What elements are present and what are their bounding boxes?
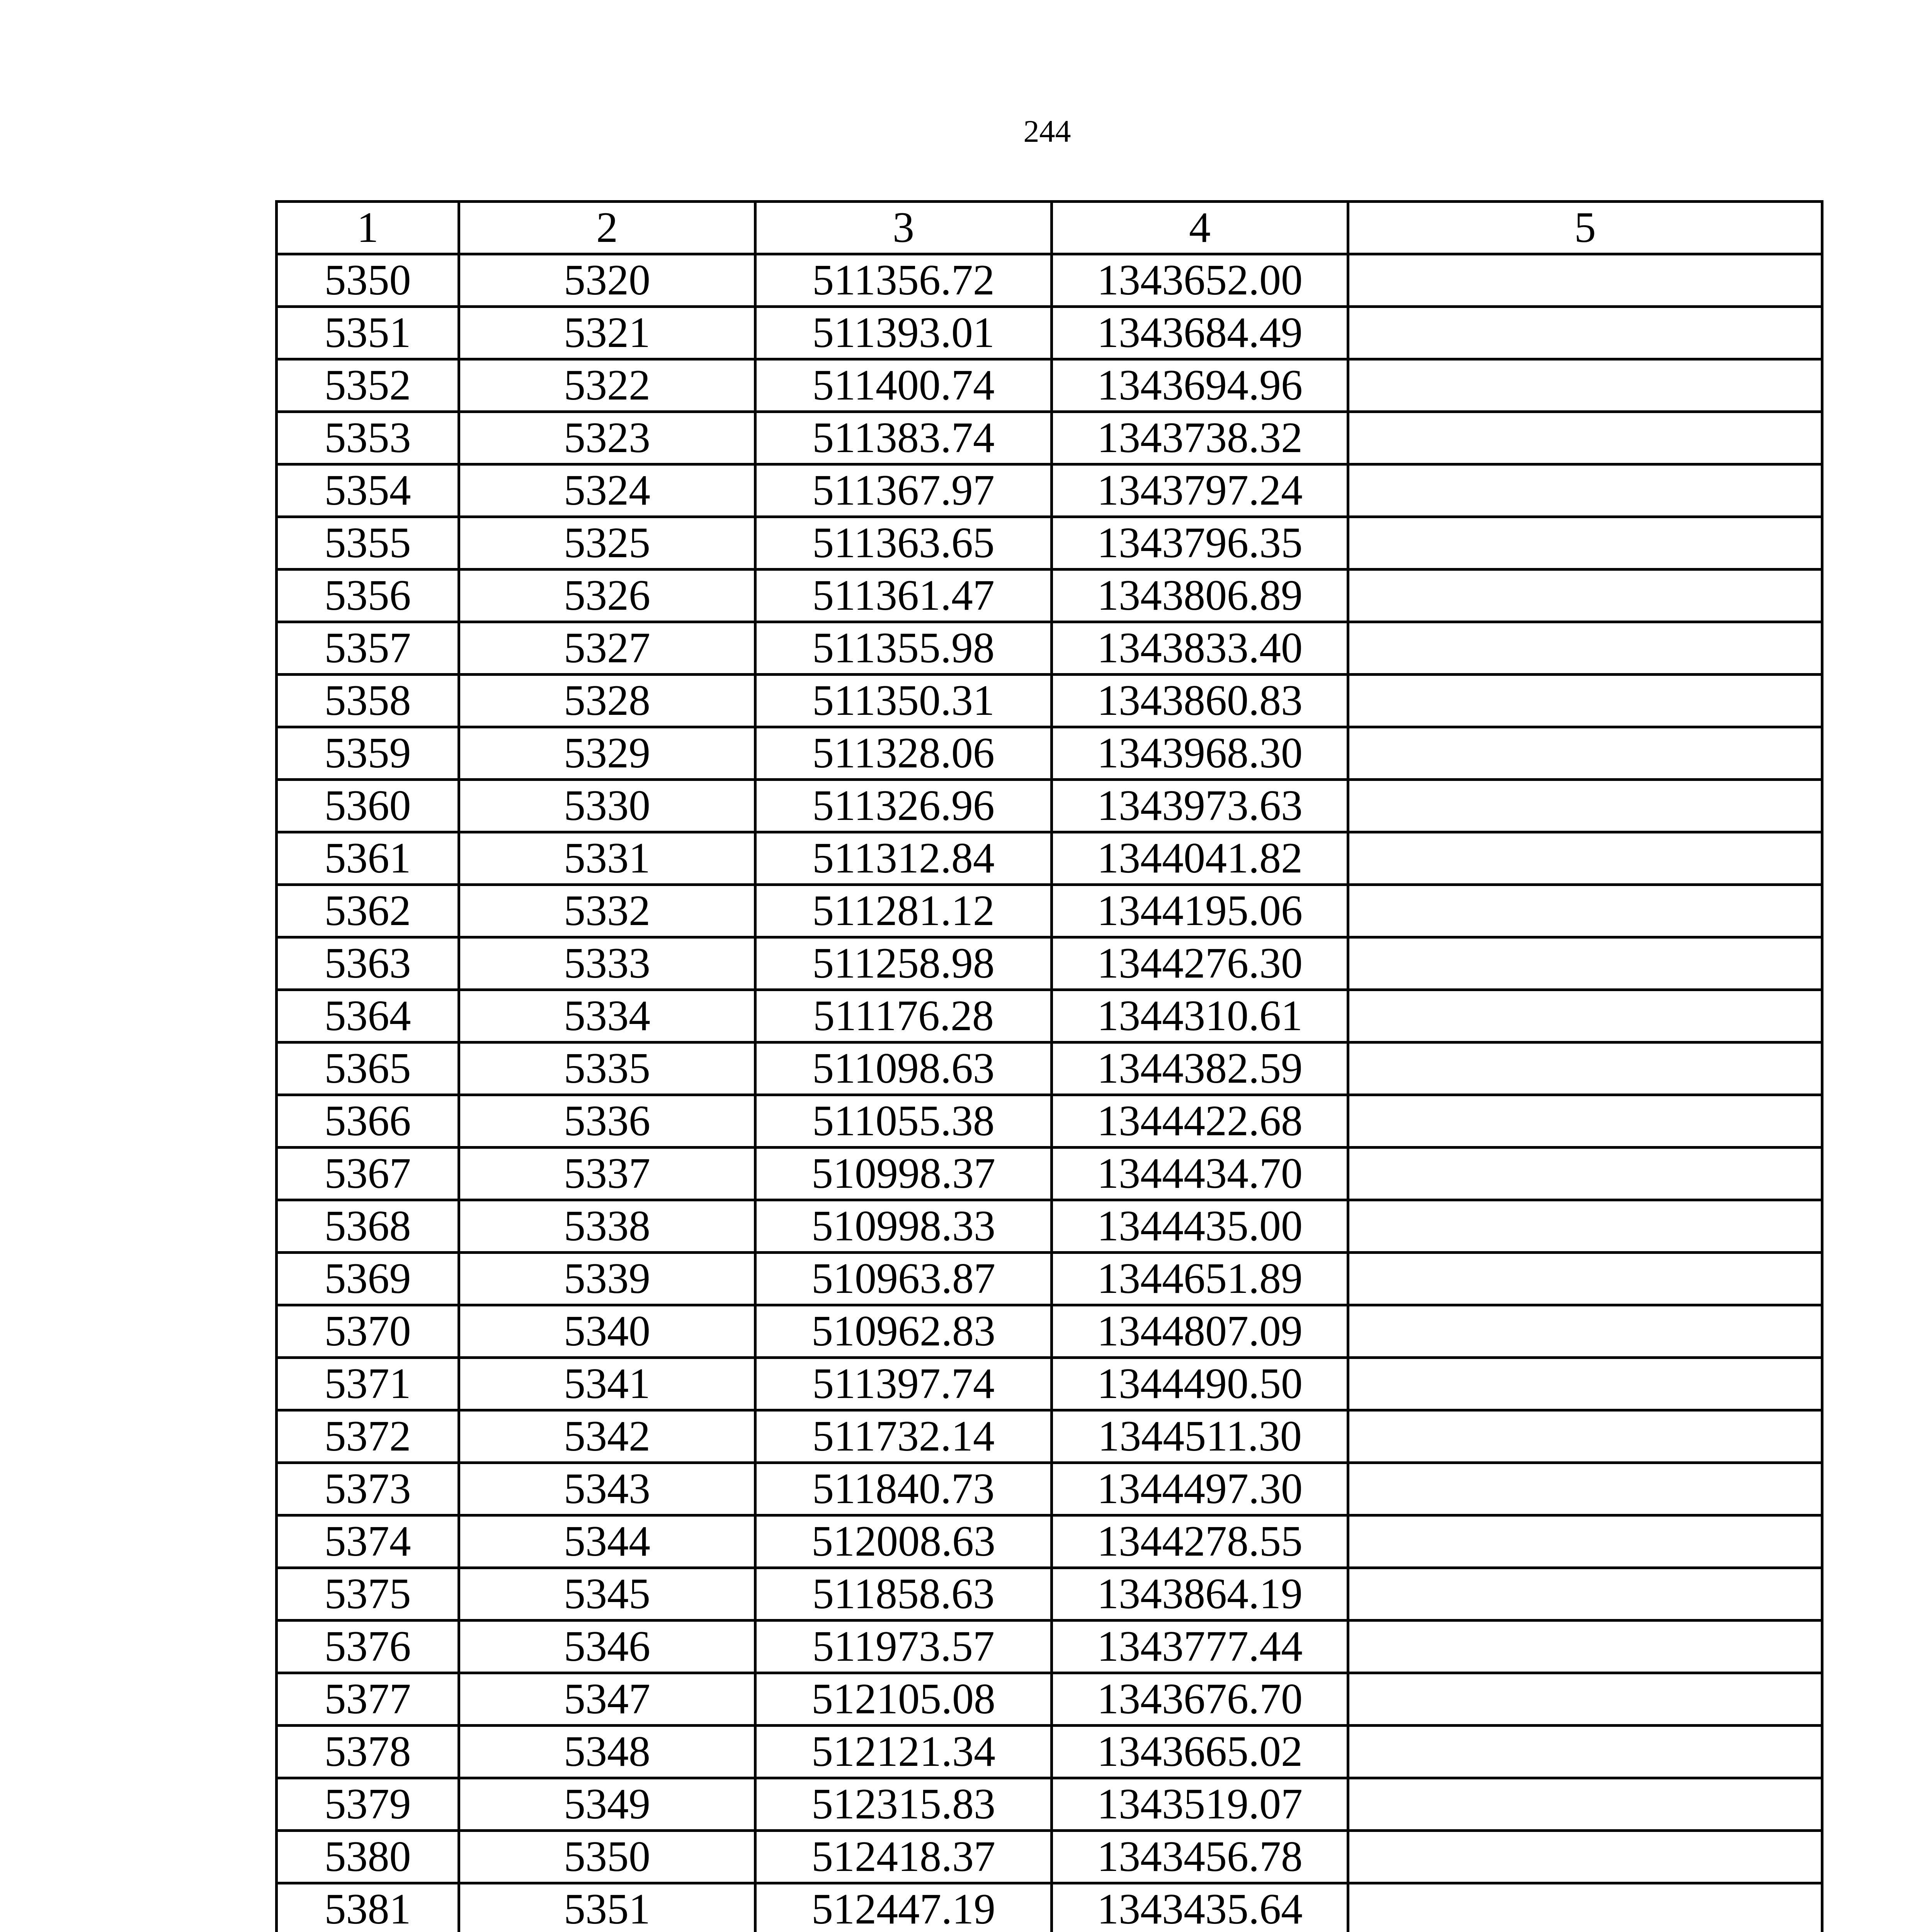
table-cell: 5325 <box>459 517 755 570</box>
table-cell <box>1348 1200 1822 1253</box>
table-cell: 5339 <box>459 1253 755 1305</box>
table-row <box>277 937 1822 990</box>
table-cell: 1344807.09 <box>1052 1305 1348 1358</box>
table-cell <box>1348 1726 1822 1778</box>
table-cell: 5336 <box>459 1095 755 1148</box>
table-cell <box>1348 832 1822 885</box>
table-body <box>277 254 1822 1932</box>
table-cell: 5377 <box>277 1673 459 1726</box>
table-cell: 511258.98 <box>755 937 1052 990</box>
table-cell: 5330 <box>459 780 755 832</box>
table-row <box>277 1253 1822 1305</box>
table-cell: 5360 <box>277 780 459 832</box>
table-cell: 5366 <box>277 1095 459 1148</box>
table-cell: 5376 <box>277 1621 459 1673</box>
table-cell <box>1348 570 1822 622</box>
table-cell <box>1348 517 1822 570</box>
table-cell: 5352 <box>277 359 459 412</box>
table-cell: 1343777.44 <box>1052 1621 1348 1673</box>
table-cell: 5369 <box>277 1253 459 1305</box>
table-cell: 512008.63 <box>755 1515 1052 1568</box>
table-cell: 5370 <box>277 1305 459 1358</box>
table-cell: 511312.84 <box>755 832 1052 885</box>
table-cell: 5323 <box>459 412 755 464</box>
table-cell: 511973.57 <box>755 1621 1052 1673</box>
table-cell: 1343456.78 <box>1052 1831 1348 1883</box>
table-cell: 5328 <box>459 675 755 727</box>
table-row <box>277 1621 1822 1673</box>
table-cell: 1344310.61 <box>1052 990 1348 1043</box>
table-row <box>277 885 1822 937</box>
table-cell: 5356 <box>277 570 459 622</box>
table-row <box>277 727 1822 780</box>
table-cell: 1344041.82 <box>1052 832 1348 885</box>
table-cell: 1343665.02 <box>1052 1726 1348 1778</box>
table-cell: 5321 <box>459 307 755 359</box>
table-cell: 510998.37 <box>755 1148 1052 1200</box>
table-cell: 1343860.83 <box>1052 675 1348 727</box>
table-cell: 5333 <box>459 937 755 990</box>
table-cell: 1343864.19 <box>1052 1568 1348 1621</box>
table-cell <box>1348 1778 1822 1831</box>
table-cell <box>1348 1515 1822 1568</box>
table-cell <box>1348 1883 1822 1932</box>
table-cell: 511840.73 <box>755 1463 1052 1515</box>
table-header-row <box>277 202 1822 254</box>
table-cell: 5372 <box>277 1410 459 1463</box>
table-cell: 5350 <box>277 254 459 307</box>
table-cell: 511355.98 <box>755 622 1052 675</box>
page-number: 244 <box>1023 114 1071 149</box>
table-cell: 1344435.00 <box>1052 1200 1348 1253</box>
table-row <box>277 1095 1822 1148</box>
table-cell: 511397.74 <box>755 1358 1052 1410</box>
table-cell: 1344434.70 <box>1052 1148 1348 1200</box>
table-row <box>277 464 1822 517</box>
table-row <box>277 517 1822 570</box>
table-row <box>277 1410 1822 1463</box>
table-cell: 5367 <box>277 1148 459 1200</box>
table-cell: 5343 <box>459 1463 755 1515</box>
table-cell: 1343797.24 <box>1052 464 1348 517</box>
table-cell <box>1348 1568 1822 1621</box>
table-cell: 511367.97 <box>755 464 1052 517</box>
table-cell: 5359 <box>277 727 459 780</box>
table-cell: 1344497.30 <box>1052 1463 1348 1515</box>
table-row <box>277 675 1822 727</box>
table-row <box>277 1305 1822 1358</box>
table-cell: 5361 <box>277 832 459 885</box>
table-row <box>277 1358 1822 1410</box>
table-cell: 5345 <box>459 1568 755 1621</box>
table-cell: 5346 <box>459 1621 755 1673</box>
table-cell: 511055.38 <box>755 1095 1052 1148</box>
table-cell: 5344 <box>459 1515 755 1568</box>
table-cell <box>1348 990 1822 1043</box>
table-cell: 5354 <box>277 464 459 517</box>
table-cell: 1343833.40 <box>1052 622 1348 675</box>
table-row <box>277 832 1822 885</box>
table-cell: 510998.33 <box>755 1200 1052 1253</box>
table-cell: 5331 <box>459 832 755 885</box>
table-cell <box>1348 464 1822 517</box>
table-cell: 511326.96 <box>755 780 1052 832</box>
table-cell: 5338 <box>459 1200 755 1253</box>
table-cell <box>1348 1148 1822 1200</box>
table-cell: 5351 <box>459 1883 755 1932</box>
table-cell: 5342 <box>459 1410 755 1463</box>
table-cell: 512105.08 <box>755 1673 1052 1726</box>
table-cell <box>1348 412 1822 464</box>
table-cell: 1343435.64 <box>1052 1883 1348 1932</box>
table-cell <box>1348 885 1822 937</box>
table-cell: 5334 <box>459 990 755 1043</box>
table-cell <box>1348 1358 1822 1410</box>
table-row <box>277 1673 1822 1726</box>
table-cell: 1343806.89 <box>1052 570 1348 622</box>
table-cell: 5324 <box>459 464 755 517</box>
table-cell: 1344195.06 <box>1052 885 1348 937</box>
table-cell: 5349 <box>459 1778 755 1831</box>
table-cell <box>1348 1095 1822 1148</box>
table-cell: 5332 <box>459 885 755 937</box>
table-cell <box>1348 1253 1822 1305</box>
table-cell: 1344511.30 <box>1052 1410 1348 1463</box>
table-row <box>277 570 1822 622</box>
table-cell: 5322 <box>459 359 755 412</box>
table-row <box>277 359 1822 412</box>
table-cell: 5364 <box>277 990 459 1043</box>
table-cell: 1343676.70 <box>1052 1673 1348 1726</box>
table-row <box>277 780 1822 832</box>
table-row <box>277 254 1822 307</box>
table-cell: 5326 <box>459 570 755 622</box>
table-cell: 5368 <box>277 1200 459 1253</box>
table-cell: 5348 <box>459 1726 755 1778</box>
table-cell: 5365 <box>277 1043 459 1095</box>
table-row <box>277 1883 1822 1932</box>
table-cell: 5374 <box>277 1515 459 1568</box>
table-cell: 1344490.50 <box>1052 1358 1348 1410</box>
table-cell: 5371 <box>277 1358 459 1410</box>
table-cell <box>1348 780 1822 832</box>
table-cell: 1343694.96 <box>1052 359 1348 412</box>
table-cell: 510963.87 <box>755 1253 1052 1305</box>
column-header: 3 <box>755 202 1052 254</box>
table-cell: 1344422.68 <box>1052 1095 1348 1148</box>
table-row <box>277 1043 1822 1095</box>
table-cell: 512315.83 <box>755 1778 1052 1831</box>
table-row <box>277 990 1822 1043</box>
table-cell: 1343973.63 <box>1052 780 1348 832</box>
table-cell: 1343519.07 <box>1052 1778 1348 1831</box>
table-cell: 511732.14 <box>755 1410 1052 1463</box>
table-cell <box>1348 622 1822 675</box>
table-cell: 511328.06 <box>755 727 1052 780</box>
table-cell: 5379 <box>277 1778 459 1831</box>
table-cell: 5373 <box>277 1463 459 1515</box>
table-cell <box>1348 1305 1822 1358</box>
table-cell: 5335 <box>459 1043 755 1095</box>
table-row <box>277 622 1822 675</box>
table-cell <box>1348 675 1822 727</box>
table-cell: 1344276.30 <box>1052 937 1348 990</box>
table-cell <box>1348 1621 1822 1673</box>
table-cell <box>1348 1043 1822 1095</box>
table-row <box>277 1726 1822 1778</box>
table-row <box>277 412 1822 464</box>
column-header: 5 <box>1348 202 1822 254</box>
column-header: 4 <box>1052 202 1348 254</box>
column-header: 2 <box>459 202 755 254</box>
table-cell: 511393.01 <box>755 307 1052 359</box>
table-cell <box>1348 254 1822 307</box>
table-cell: 1344651.89 <box>1052 1253 1348 1305</box>
table-cell: 5362 <box>277 885 459 937</box>
table-cell: 1344382.59 <box>1052 1043 1348 1095</box>
table-row <box>277 1148 1822 1200</box>
table-cell: 511363.65 <box>755 517 1052 570</box>
table-cell: 510962.83 <box>755 1305 1052 1358</box>
table-cell <box>1348 307 1822 359</box>
table-cell: 5358 <box>277 675 459 727</box>
table-cell: 5341 <box>459 1358 755 1410</box>
table-row <box>277 1778 1822 1831</box>
table-cell: 5380 <box>277 1831 459 1883</box>
table-cell: 5320 <box>459 254 755 307</box>
table-cell <box>1348 359 1822 412</box>
table-cell: 511400.74 <box>755 359 1052 412</box>
table-cell: 511361.47 <box>755 570 1052 622</box>
table-cell: 511281.12 <box>755 885 1052 937</box>
table-row <box>277 1568 1822 1621</box>
table-cell: 1343738.32 <box>1052 412 1348 464</box>
table-row <box>277 1831 1822 1883</box>
table-cell: 511383.74 <box>755 412 1052 464</box>
table-cell: 5363 <box>277 937 459 990</box>
table-cell: 5353 <box>277 412 459 464</box>
table-row <box>277 1463 1822 1515</box>
table-cell <box>1348 1831 1822 1883</box>
table-row <box>277 1200 1822 1253</box>
table-cell <box>1348 1463 1822 1515</box>
table-cell: 511858.63 <box>755 1568 1052 1621</box>
table-cell: 1343652.00 <box>1052 254 1348 307</box>
table-cell: 512121.34 <box>755 1726 1052 1778</box>
table-cell: 511356.72 <box>755 254 1052 307</box>
table-cell <box>1348 1673 1822 1726</box>
table-cell: 5327 <box>459 622 755 675</box>
table-cell: 1344278.55 <box>1052 1515 1348 1568</box>
table-cell: 5381 <box>277 1883 459 1932</box>
table-cell <box>1348 1410 1822 1463</box>
table-cell: 5329 <box>459 727 755 780</box>
table-cell: 511098.63 <box>755 1043 1052 1095</box>
table-cell <box>1348 937 1822 990</box>
table-row <box>277 1515 1822 1568</box>
table-cell: 5375 <box>277 1568 459 1621</box>
table-cell: 5347 <box>459 1673 755 1726</box>
table-cell: 5350 <box>459 1831 755 1883</box>
table-cell: 5340 <box>459 1305 755 1358</box>
table-cell: 1343968.30 <box>1052 727 1348 780</box>
table-cell: 512418.37 <box>755 1831 1052 1883</box>
table-cell: 5378 <box>277 1726 459 1778</box>
table-row <box>277 307 1822 359</box>
table-cell <box>1348 727 1822 780</box>
table-cell: 5337 <box>459 1148 755 1200</box>
table-cell: 5351 <box>277 307 459 359</box>
column-header: 1 <box>277 202 459 254</box>
table-cell: 5355 <box>277 517 459 570</box>
table-cell: 1343796.35 <box>1052 517 1348 570</box>
table-cell: 511350.31 <box>755 675 1052 727</box>
table-cell: 1343684.49 <box>1052 307 1348 359</box>
table-cell: 512447.19 <box>755 1883 1052 1932</box>
table-cell: 511176.28 <box>755 990 1052 1043</box>
coordinates-table <box>275 200 1823 1932</box>
table-cell: 5357 <box>277 622 459 675</box>
